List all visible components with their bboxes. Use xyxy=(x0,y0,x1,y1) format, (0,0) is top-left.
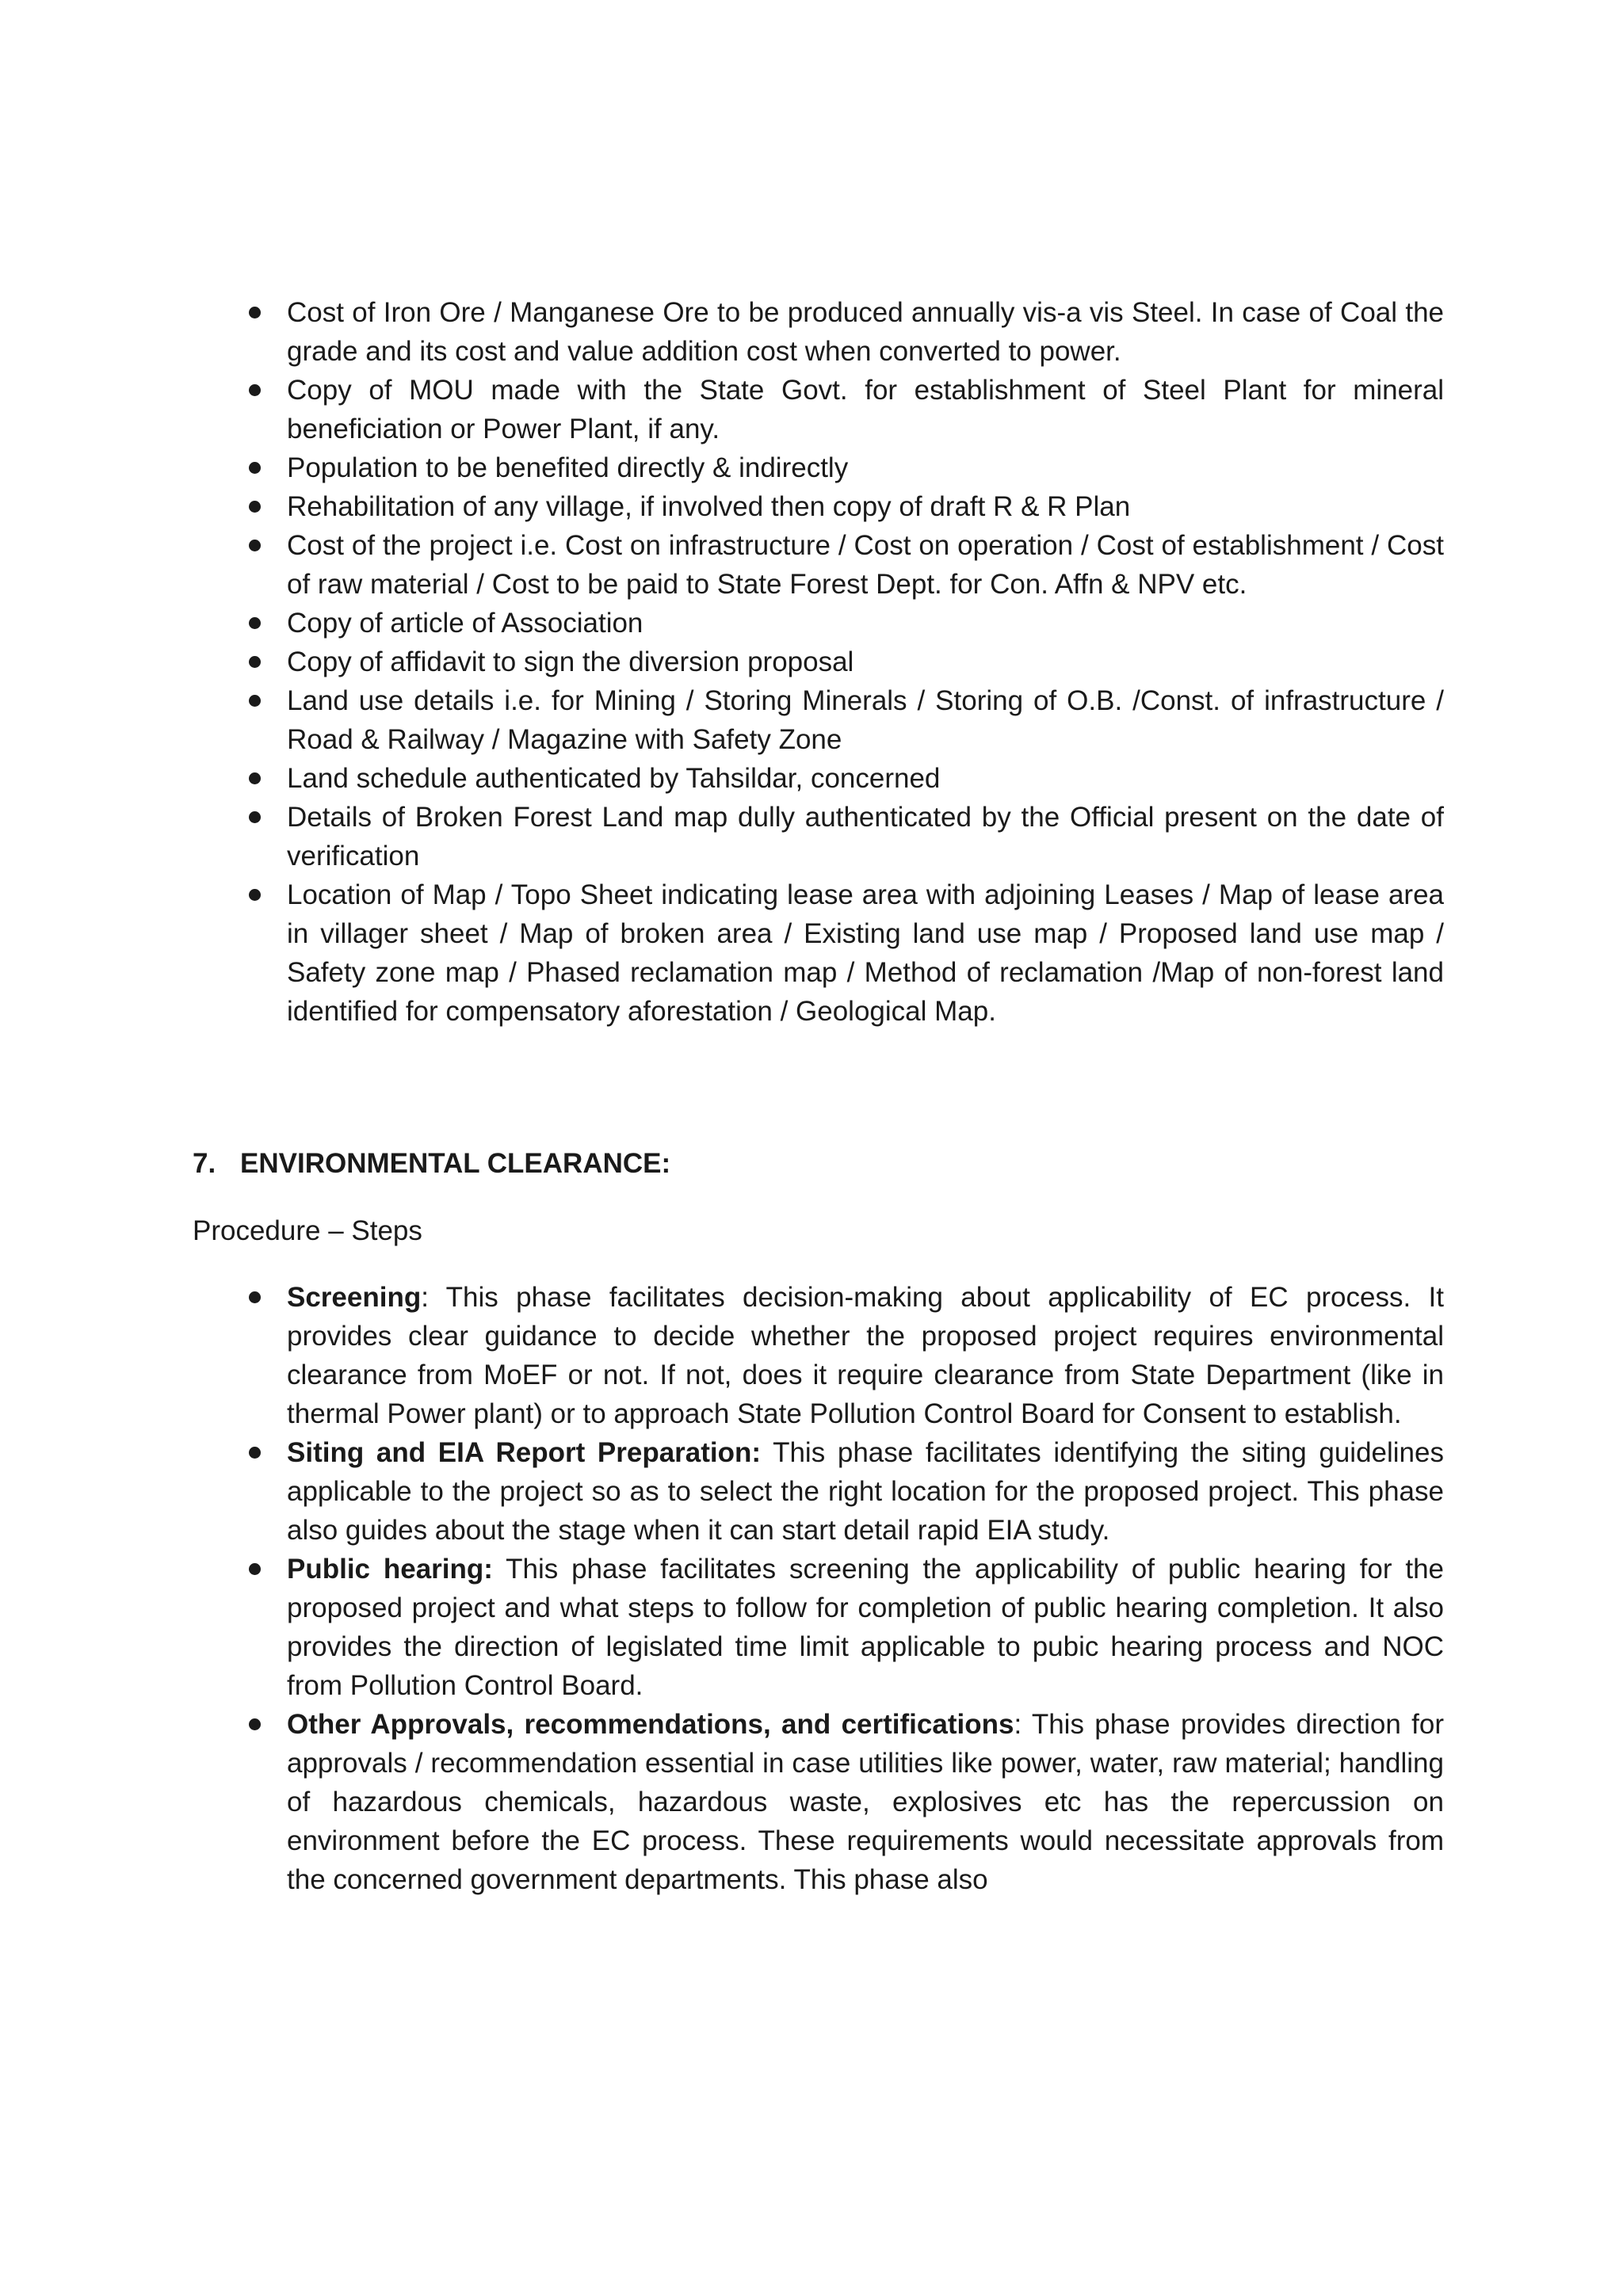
procedure-steps-list xyxy=(0,1278,1623,1899)
step-text: This phase facilitates identifying the siting guidelines applicable to the project so as to select the right location for the proposed project. This phase also guides about the stage when it can start detail rapid EIA study. xyxy=(287,1437,1444,1546)
section-heading xyxy=(193,1144,670,1183)
step-title: Public hearing: xyxy=(287,1554,493,1585)
step-text: : This phase provides direction for approvals / recommendation essential in case utilities like power, water, raw material; handling of hazardous chemicals, hazardous waste, explosives etc has the repercussion on environment before the EC process. These requirements would necessitate approvals from the concerned government departments. This phase also xyxy=(287,1709,1444,1895)
step-text: : This phase facilitates decision-making about applicability of EC process. It provides clear guidance to decide whether the proposed project requires environmental clearance from MoEF or not. If not, does it require clearance from State Department (like in thermal Power plant) or to approach State Pollution Control Board for Consent to establish. xyxy=(287,1282,1444,1429)
list-item: Population to be benefited directly & indirectly xyxy=(0,448,1623,487)
step-title: Siting and EIA Report Preparation: xyxy=(287,1437,762,1468)
list-item: Land schedule authenticated by Tahsildar, concerned xyxy=(0,759,1623,798)
procedure-label: Procedure – Steps xyxy=(193,1215,422,1246)
list-item: Land use details i.e. for Mining / Storing Minerals / Storing of O.B. /Const. of infrastructure / Road & Railway / Magazine with Safety Zone xyxy=(0,681,1623,759)
list-item: Rehabilitation of any village, if involved then copy of draft R & R Plan xyxy=(0,487,1623,526)
list-item xyxy=(0,1278,1623,1433)
list-item xyxy=(0,1705,1623,1899)
list-item xyxy=(0,1550,1623,1705)
list-item: Copy of MOU made with the State Govt. for establishment of Steel Plant for mineral beneficiation or Power Plant, if any. xyxy=(0,371,1623,448)
step-title: Other Approvals, recommendations, and certifications xyxy=(287,1709,1014,1740)
section-number: 7. xyxy=(193,1148,216,1179)
list-item: Details of Broken Forest Land map dully authenticated by the Official present on the date of verification xyxy=(0,798,1623,875)
section-title: ENVIRONMENTAL CLEARANCE: xyxy=(240,1148,671,1179)
requirements-list xyxy=(0,293,1623,1031)
list-item: Copy of affidavit to sign the diversion proposal xyxy=(0,643,1623,681)
list-item: Cost of the project i.e. Cost on infrastructure / Cost on operation / Cost of establishment / Cost of raw material / Cost to be paid to State Forest Dept. for Con. Affn & NPV etc. xyxy=(0,526,1623,604)
list-item: Cost of Iron Ore / Manganese Ore to be produced annually vis-a vis Steel. In case of Coal the grade and its cost and value addition cost when converted to power. xyxy=(0,293,1623,371)
step-text: This phase facilitates screening the applicability of public hearing for the proposed project and what steps to follow for completion of public hearing completion. It also provides the direction of legislated time limit applicable to pubic hearing process and NOC from Pollution Control Board. xyxy=(287,1554,1445,1701)
list-item: Copy of article of Association xyxy=(0,604,1623,643)
step-title: Screening xyxy=(287,1282,422,1313)
list-item xyxy=(0,1433,1623,1550)
list-item: Location of Map / Topo Sheet indicating lease area with adjoining Leases / Map of lease area in villager sheet / Map of broken area / Existing land use map / Proposed land use map / Safety zone map / Phased reclamation map / Method of reclamation /Map of non-forest land identified for compensatory aforestation / Geological Map. xyxy=(0,875,1623,1031)
